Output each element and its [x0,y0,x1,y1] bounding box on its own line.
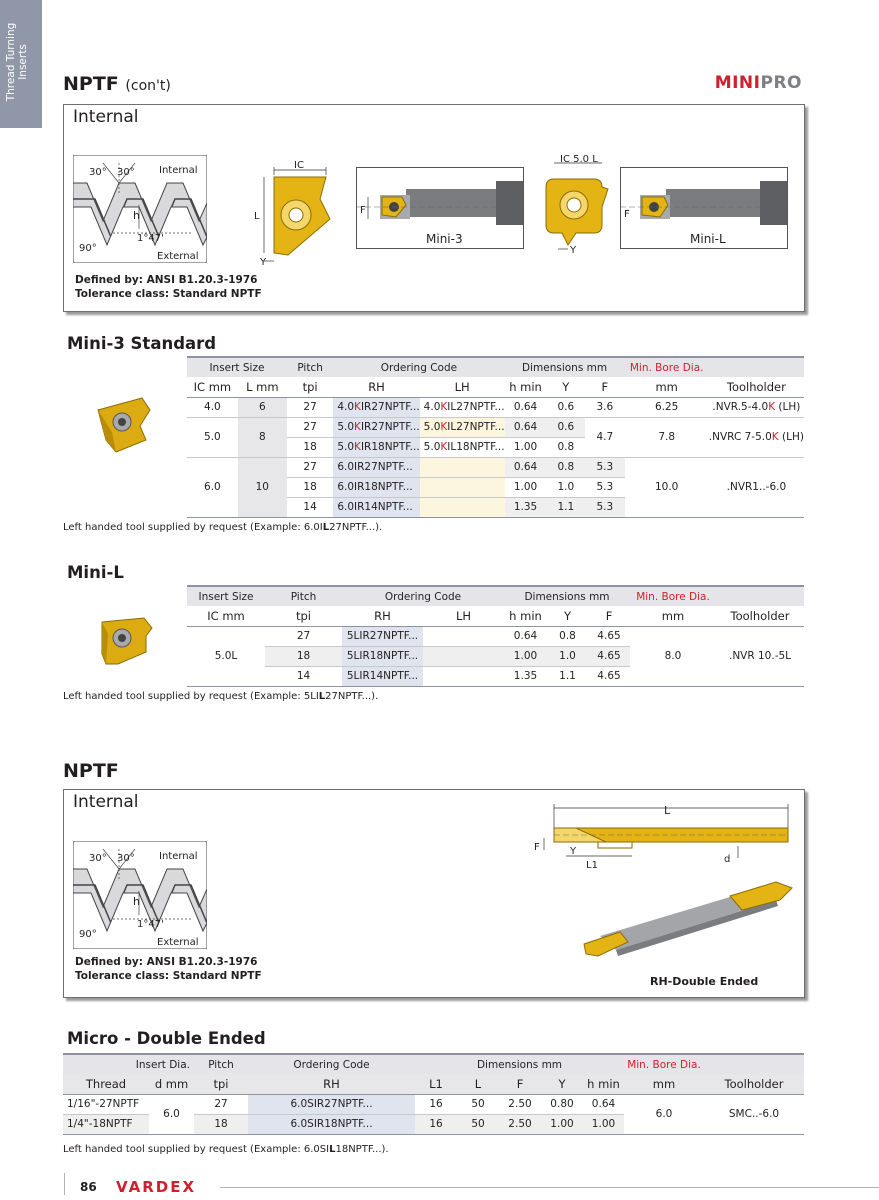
table-row: 18 6.0IR18NPTF... 1.00 1.0 5.3 [187,477,804,497]
micro-table [63,1053,804,1135]
standard-definition: Defined by: ANSI B1.20.3-1976 Tolerance class: Standard NPTF [75,956,262,982]
table-row: 1/4"-18NPTF 18 6.0SIR18NPTF... 16 50 2.50 1.00 1.00 [63,1114,804,1134]
section-title-nptf: NPTF [63,760,119,782]
table-header-columns: IC mm tpi RH LH h min Y F mm Toolholder [187,606,804,626]
table-row: 14 5LIR14NPTF... 1.35 1.1 4.65 [187,666,804,686]
side-tab [0,0,42,128]
panel-title: Internal [73,107,139,127]
y-label: Y [260,257,267,267]
table-header-group: Insert Size Pitch Ordering Code Dimensions mm Min. Bore Dia. [187,586,804,606]
footer-divider [64,1173,65,1195]
internal-panel-1 [63,104,805,312]
angle-right-label: 30° [117,167,135,178]
table-header-columns: Thread d mm tpi RH L1 L F Y h min mm Toolholder [63,1074,804,1094]
mini3-insert-photo [92,392,160,456]
page-title: NPTF (con't) [63,73,171,95]
mini3-label: Mini-3 [426,232,463,246]
micro-note: Left handed tool supplied by request (Example: 6.0SIL18NPTF...). [63,1144,389,1155]
ic-5l-label: IC 5.0 L [560,154,598,165]
table-header-group: Insert Dia. Pitch Ordering Code Dimensions mm Min. Bore Dia. [63,1054,804,1074]
minil-tool-drawing [620,167,788,249]
angle-90-label: 90° [79,929,97,940]
h-label: h [133,209,140,222]
double-ended-bar-render [580,878,802,962]
minil-table [187,585,804,687]
l-label: L [254,211,260,222]
table-row: 18 5LIR18NPTF... 1.00 1.0 4.65 [187,646,804,666]
mini3-note: Left handed tool supplied by request (Example: 6.0IL27NPTF...). [63,522,383,533]
thread-profile-diagram [73,841,207,949]
taper-label: 1°47' [137,919,164,930]
f-label: F [534,842,540,853]
taper-label: 1°47' [137,233,164,244]
minil-insert-photo [94,612,156,670]
table-row: 5.0 8 27 5.0KIR27NPTF... 5.0KIL27NPTF... 0.64 0.6 4.7 7.8 .NVRC 7-5.0K (LH) [187,417,804,437]
page-number: 86 [80,1180,97,1194]
minil-label: Mini-L [690,232,726,246]
h-label: h [133,895,140,908]
double-ended-bar-drawing [526,800,796,872]
panel-title: Internal [73,792,139,812]
table-row: 18 5.0KIR18NPTF... 5.0KIL18NPTF... 1.00 0.8 [187,437,804,457]
ic-label: IC [294,161,304,171]
minil-section-title: Mini-L [67,563,124,582]
figure-caption: RH-Double Ended [650,975,759,988]
thread-profile-diagram [73,155,207,263]
mini3-tool-drawing [356,167,524,249]
angle-left-label: 30° [89,853,107,864]
mini3-table [187,356,804,518]
table-row: 1/16"-27NPTF 6.0 27 6.0SIR27NPTF... 16 50 2.50 0.80 0.64 6.0 SMC..-6.0 [63,1094,804,1114]
external-label: External [157,937,199,948]
internal-label: Internal [159,851,198,862]
d-label: d [724,854,731,865]
vardex-logo: VARDEX [116,1178,197,1196]
minil-note: Left handed tool supplied by request (Example: 5LIL27NPTF...). [63,691,379,702]
external-label: External [157,251,199,262]
table-header-columns: IC mm L mm tpi RH LH h min Y F mm Toolholder [187,377,804,397]
f-label: F [360,205,366,216]
internal-panel-2 [63,789,805,998]
y-label: Y [570,846,577,857]
f-label: F [624,209,630,220]
mini3-section-title: Mini-3 Standard [67,334,217,353]
micro-section-title: Micro - Double Ended [67,1029,266,1048]
angle-90-label: 90° [79,243,97,254]
table-row: 4.0 6 27 4.0KIR27NPTF... 4.0KIL27NPTF... 0.64 0.6 3.6 6.25 .NVR.5-4.0K (LH) [187,397,804,417]
l-label: L [664,804,671,817]
minil-insert-drawing [542,153,622,253]
internal-label: Internal [159,165,198,176]
table-header-group: Insert Size Pitch Ordering Code Dimensions mm Min. Bore Dia. [187,357,804,377]
standard-definition: Defined by: ANSI B1.20.3-1976 Tolerance class: Standard NPTF [75,274,262,300]
angle-left-label: 30° [89,167,107,178]
footer-rule [220,1187,879,1188]
table-row: 6.0 10 27 6.0IR27NPTF... 0.64 0.8 5.3 10.0 .NVR1..-6.0 [187,457,804,477]
table-row: 5.0L 27 5LIR27NPTF... 0.64 0.8 4.65 8.0 .NVR 10.-5L [187,626,804,646]
minipro-logo: MINIPRO [714,73,802,93]
y-label: Y [570,245,577,253]
angle-right-label: 30° [117,853,135,864]
mini3-insert-drawing [250,161,340,267]
table-row: 14 6.0IR14NPTF... 1.35 1.1 5.3 [187,497,804,517]
side-tab-label: Thread Turning Inserts [5,22,29,102]
l1-label: L1 [586,860,598,871]
